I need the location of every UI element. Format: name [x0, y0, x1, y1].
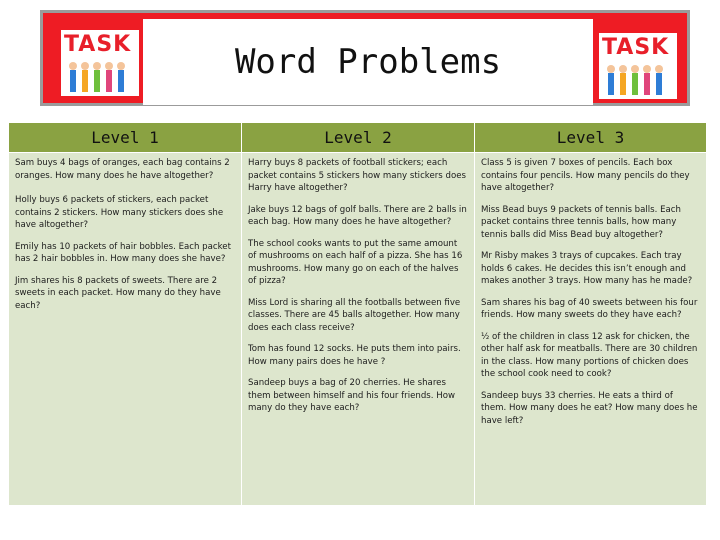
word-problem: Sam buys 4 bags of oranges, each bag contains 2 oranges. How many does he have altogether? [15, 158, 230, 181]
word-problem: Miss Lord is sharing all the footballs between five classes. There are 45 balls altogether. How many does each class receive? [248, 297, 461, 333]
level-2-problems [242, 153, 475, 506]
level-3-header: Level 3 [475, 123, 707, 153]
word-problem: Sandeep buys a bag of 20 cherries. He shares them between himself and his four friends. How many do they have each? [248, 378, 455, 413]
word-problem: Class 5 is given 7 boxes of pencils. Each box contains four pencils. How many pencils do they have altogether? [481, 158, 690, 193]
word-problem: Jake buys 12 bags of golf balls. There are 2 balls in each bag. How many does he have altogether? [248, 204, 467, 227]
word-problem: Holly buys 6 packets of stickers, each packet contains 2 stickers. How many stickers does she have altogether? [15, 195, 224, 230]
title-banner [40, 10, 690, 106]
word-problem: Tom has found 12 socks. He puts them into pairs. How many pairs does he have ? [248, 344, 461, 367]
level-1-problems [9, 153, 242, 506]
level-2-header: Level 2 [242, 123, 475, 153]
word-problem: Harry buys 8 packets of football stickers; each packet contains 5 stickers how many stickers does Harry have altogether? [248, 158, 466, 193]
level-1-header: Level 1 [9, 123, 242, 153]
level-header-row [9, 123, 707, 153]
word-problem: Sandeep buys 33 cherries. He eats a third of them. How many does he eat? How many does he have left? [481, 390, 698, 426]
page-title: Word Problems [234, 42, 502, 82]
raised-hands-icon [65, 60, 135, 94]
word-problem: Sam shares his bag of 40 sweets between his four friends. How many sweets do they have each? [481, 297, 698, 320]
word-problem: Jim shares his 8 packets of sweets. There are 2 sweets in each packet. How many do they have each? [15, 275, 221, 311]
raised-hands-icon [603, 63, 673, 97]
title-box [143, 19, 593, 105]
word-problem: Mr Risby makes 3 trays of cupcakes. Each tray holds 6 cakes. He decides this isn’t enough and makes another 3 trays. How many has he made? [481, 251, 693, 286]
task-logo-text: TASK [64, 32, 132, 57]
task-logo [61, 30, 139, 96]
task-logo [599, 33, 677, 99]
word-problem: ½ of the children in class 12 ask for chicken, the other half ask for meatballs. There are 30 children in the class. How many portions of chicken does the school cook need to cook? [481, 331, 698, 379]
word-problem: The school cooks wants to put the same amount of mushrooms on each half of a pizza. She has 16 mushrooms. How many go on each of the halves of pizza? [248, 238, 463, 286]
level-3-problems [475, 153, 707, 506]
problems-row [9, 153, 707, 506]
word-problem: Miss Bead buys 9 packets of tennis balls. Each packet contains three tennis balls, how many tennis balls did Miss Bead buy altogether? [481, 204, 681, 240]
task-logo-text: TASK [602, 35, 670, 60]
problems-table [8, 122, 707, 506]
word-problem: Emily has 10 packets of hair bobbles. Each packet has 2 hair bobbles in. How many does she have? [15, 241, 231, 264]
